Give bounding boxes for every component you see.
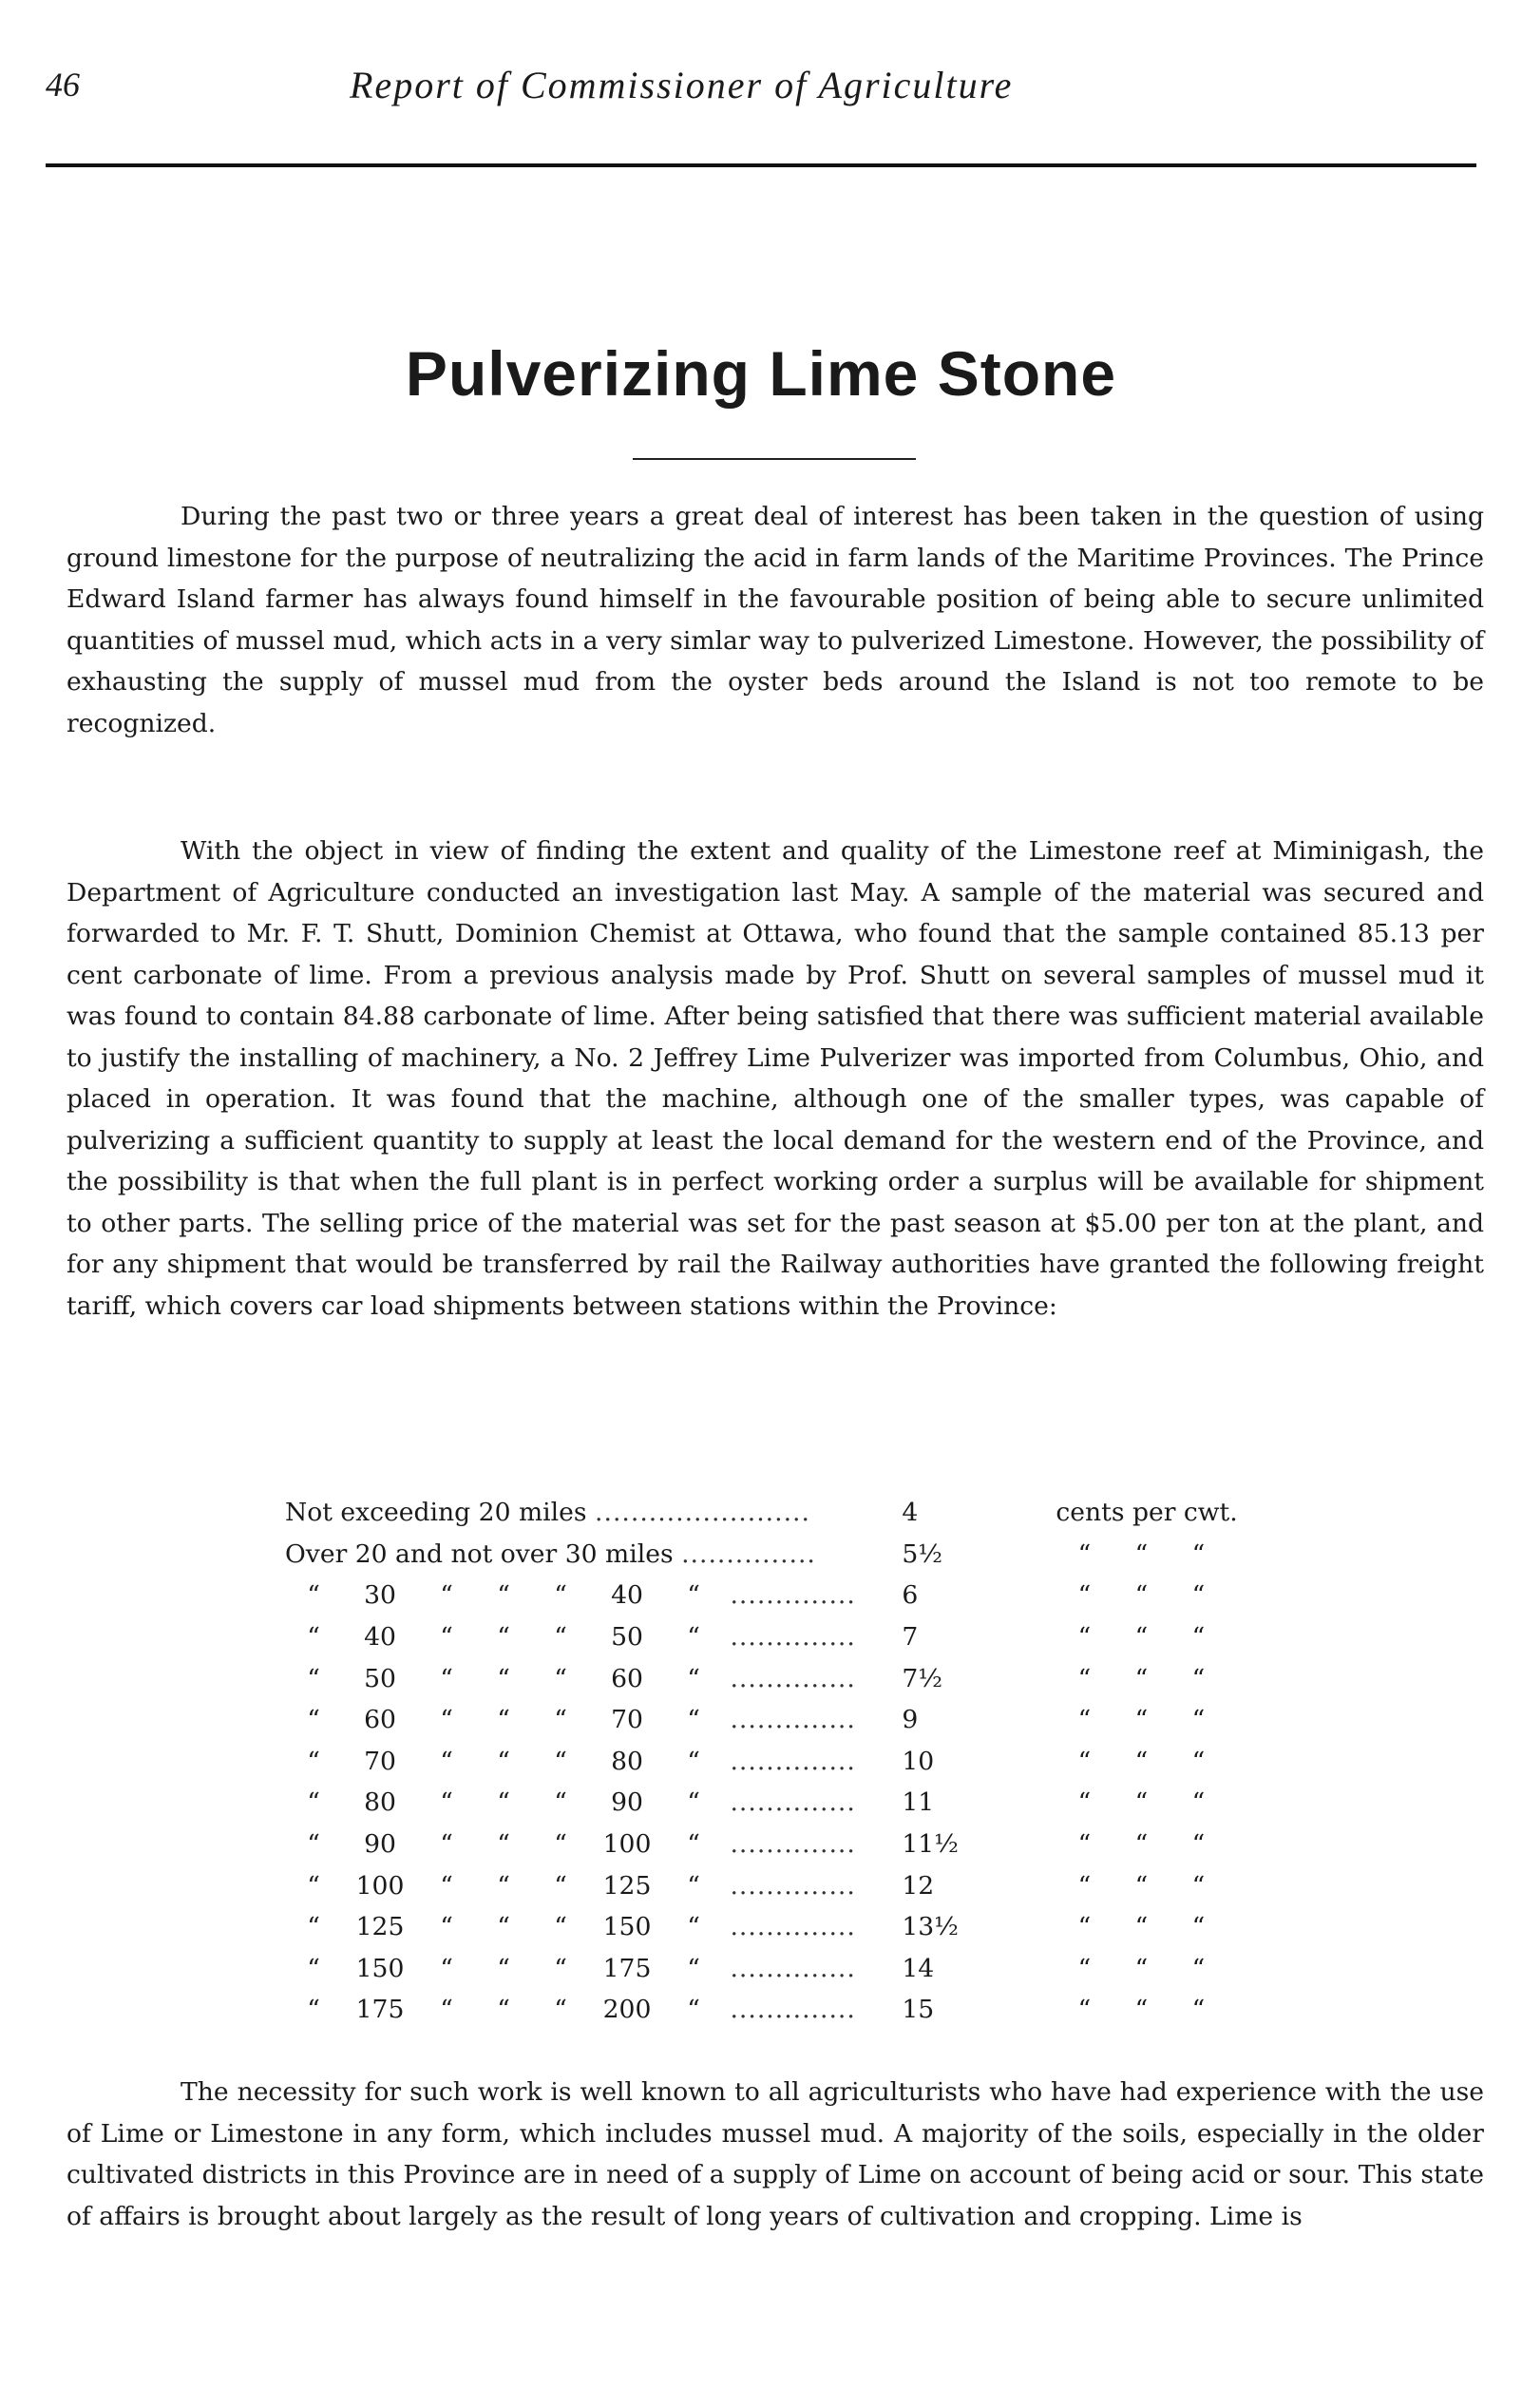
ditto-mark: “ <box>687 1580 700 1611</box>
dot-leader: .............. <box>730 1787 856 1818</box>
tariff-description: Over 20 and not over 30 miles <box>285 1538 674 1569</box>
ditto-mark: “ <box>307 1995 320 2025</box>
running-title: Report of Commissioner of Agriculture <box>350 64 1014 106</box>
range-to: 40 <box>611 1580 643 1611</box>
ditto-mark: “ <box>307 1829 320 1860</box>
ditto-mark: “ <box>1191 1622 1206 1653</box>
ditto-mark: “ <box>1134 1538 1149 1569</box>
range-to: 60 <box>611 1663 643 1693</box>
ditto-mark: “ <box>1077 1787 1092 1818</box>
tariff-row <box>285 1699 1292 1741</box>
ditto-mark: “ <box>497 1787 510 1818</box>
range-to: 125 <box>602 1870 652 1901</box>
article-title: Pulverizing Lime Stone <box>405 338 1117 409</box>
tariff-rate: 11 <box>902 1787 935 1818</box>
ditto-mark: “ <box>687 1746 700 1776</box>
ditto-mark: “ <box>1077 1622 1092 1653</box>
ditto-mark: “ <box>1134 1705 1149 1735</box>
dot-leader: .............. <box>730 1622 856 1653</box>
ditto-mark: “ <box>497 1705 510 1735</box>
tariff-description: Not exceeding 20 miles <box>285 1498 587 1528</box>
ditto-mark: “ <box>497 1580 510 1611</box>
ditto-mark: “ <box>1134 1580 1149 1611</box>
ditto-mark: “ <box>307 1746 320 1776</box>
ditto-mark: “ <box>497 1953 510 1983</box>
ditto-mark: “ <box>1191 1787 1206 1818</box>
dot-leader: .............. <box>730 1912 856 1942</box>
range-to: 50 <box>611 1622 643 1653</box>
range-from: 175 <box>355 1995 405 2025</box>
ditto-mark: “ <box>554 1787 567 1818</box>
tariff-rate: 7 <box>902 1622 919 1653</box>
ditto-mark: “ <box>687 1912 700 1942</box>
ditto-mark: “ <box>440 1912 453 1942</box>
ditto-mark: “ <box>497 1829 510 1860</box>
range-from: 60 <box>364 1705 396 1735</box>
ditto-mark: “ <box>1191 1995 1206 2025</box>
ditto-mark: “ <box>440 1787 453 1818</box>
ditto-mark: “ <box>1191 1829 1206 1860</box>
ditto-mark: “ <box>1191 1580 1206 1611</box>
page-number: 46 <box>46 66 80 104</box>
range-to: 90 <box>611 1787 643 1818</box>
ditto-mark: “ <box>554 1829 567 1860</box>
ditto-mark: “ <box>1134 1787 1149 1818</box>
ditto-mark: “ <box>554 1663 567 1693</box>
ditto-mark: “ <box>1077 1580 1092 1611</box>
range-from: 70 <box>364 1746 396 1776</box>
dot-leader: .............. <box>730 1995 856 2025</box>
ditto-mark: “ <box>1134 1912 1149 1942</box>
range-from: 150 <box>355 1953 405 1983</box>
tariff-row <box>285 1657 1292 1699</box>
ditto-mark: “ <box>307 1787 320 1818</box>
ditto-mark: “ <box>1134 1953 1149 1983</box>
range-to: 70 <box>611 1705 643 1735</box>
ditto-mark: “ <box>497 1663 510 1693</box>
range-from: 80 <box>364 1787 396 1818</box>
ditto-mark: “ <box>1191 1912 1206 1942</box>
ditto-mark: “ <box>687 1663 700 1693</box>
title-rule <box>633 458 916 460</box>
range-from: 100 <box>355 1870 405 1901</box>
range-from: 30 <box>364 1580 396 1611</box>
range-to: 150 <box>602 1912 652 1942</box>
ditto-mark: “ <box>307 1912 320 1942</box>
ditto-mark: “ <box>1191 1663 1206 1693</box>
ditto-mark: “ <box>554 1746 567 1776</box>
tariff-rate: 12 <box>902 1870 935 1901</box>
dot-leader: .............. <box>730 1953 856 1983</box>
ditto-mark: “ <box>554 1705 567 1735</box>
range-to: 80 <box>611 1746 643 1776</box>
paragraph-1: During the past two or three years a great deal of interest has been taken in the question of using ground limestone for the purpose of neutralizing the acid in farm lands of the Maritime Provinces. The Prince Edward Island farmer has always found himself in the favourable position of being able to secure unlimited quantities of mussel mud, which acts in a very simlar way to pulverized Limestone. However, the possibility of exhausting the supply of mussel mud from the oyster beds around the Island is not too remote to be recognized. <box>67 502 1484 738</box>
tariff-row <box>285 1989 1292 2031</box>
ditto-mark: “ <box>307 1580 320 1611</box>
tariff-rate: 5½ <box>902 1538 943 1569</box>
ditto-mark: “ <box>687 1787 700 1818</box>
ditto-mark: “ <box>554 1953 567 1983</box>
range-to: 175 <box>602 1953 652 1983</box>
ditto-mark: “ <box>1191 1538 1206 1569</box>
ditto-mark: “ <box>554 1995 567 2025</box>
dot-leader: ........................ <box>595 1498 810 1528</box>
ditto-mark: “ <box>440 1953 453 1983</box>
ditto-mark: “ <box>440 1995 453 2025</box>
ditto-mark: “ <box>1077 1995 1092 2025</box>
ditto-mark: “ <box>497 1622 510 1653</box>
ditto-mark: “ <box>1077 1870 1092 1901</box>
ditto-mark: “ <box>1077 1829 1092 1860</box>
ditto-mark: “ <box>307 1870 320 1901</box>
dot-leader: .............. <box>730 1705 856 1735</box>
ditto-mark: “ <box>440 1580 453 1611</box>
ditto-mark: “ <box>440 1870 453 1901</box>
ditto-mark: “ <box>1077 1953 1092 1983</box>
ditto-mark: “ <box>440 1622 453 1653</box>
ditto-mark: “ <box>687 1995 700 2025</box>
paragraph-3: The necessity for such work is well known to all agriculturists who have had experience with the use of Lime or Limestone in any form, which includes mussel mud. A majority of the soils, especially in the older cultivated districts in this Province are in need of a supply of Lime on account of being acid or sour. This state of affairs is brought about largely as the result of long years of cultivation and cropping. Lime is <box>67 2077 1484 2231</box>
tariff-rate: 10 <box>902 1746 935 1776</box>
ditto-mark: “ <box>554 1580 567 1611</box>
tariff-row <box>285 1782 1292 1824</box>
ditto-mark: “ <box>440 1829 453 1860</box>
ditto-mark: “ <box>440 1705 453 1735</box>
ditto-mark: “ <box>1077 1538 1092 1569</box>
ditto-mark: “ <box>1191 1870 1206 1901</box>
ditto-mark: “ <box>1077 1912 1092 1942</box>
ditto-mark: “ <box>687 1870 700 1901</box>
ditto-mark: “ <box>687 1829 700 1860</box>
range-from: 50 <box>364 1663 396 1693</box>
ditto-mark: “ <box>1077 1746 1092 1776</box>
ditto-mark: “ <box>1134 1663 1149 1693</box>
dot-leader: .............. <box>730 1870 856 1901</box>
ditto-mark: “ <box>1191 1953 1206 1983</box>
ditto-mark: “ <box>687 1953 700 1983</box>
tariff-rate: 13½ <box>902 1912 959 1942</box>
ditto-mark: “ <box>307 1953 320 1983</box>
tariff-row <box>285 1906 1292 1948</box>
ditto-mark: “ <box>687 1622 700 1653</box>
tariff-rate: 4 <box>902 1498 919 1528</box>
range-to: 200 <box>602 1995 652 2025</box>
tariff-rate: 14 <box>902 1953 935 1983</box>
tariff-unit: cents per cwt. <box>1056 1498 1238 1528</box>
header-rule <box>46 163 1476 167</box>
ditto-mark: “ <box>1134 1829 1149 1860</box>
ditto-mark: “ <box>1134 1870 1149 1901</box>
ditto-mark: “ <box>440 1663 453 1693</box>
tariff-row <box>285 1824 1292 1865</box>
tariff-row <box>285 1741 1292 1783</box>
dot-leader: .............. <box>730 1829 856 1860</box>
tariff-row <box>285 1534 1292 1576</box>
ditto-mark: “ <box>440 1746 453 1776</box>
tariff-rate: 15 <box>902 1995 935 2025</box>
dot-leader: .............. <box>730 1580 856 1611</box>
ditto-mark: “ <box>1077 1705 1092 1735</box>
ditto-mark: “ <box>1134 1746 1149 1776</box>
tariff-rate: 9 <box>902 1705 919 1735</box>
ditto-mark: “ <box>687 1705 700 1735</box>
range-from: 40 <box>364 1622 396 1653</box>
freight-tariff-table <box>285 1492 1292 2031</box>
range-from: 125 <box>355 1912 405 1942</box>
ditto-mark: “ <box>554 1912 567 1942</box>
dot-leader: .............. <box>730 1663 856 1693</box>
ditto-mark: “ <box>1191 1746 1206 1776</box>
tariff-rate: 11½ <box>902 1829 959 1860</box>
tariff-row <box>285 1575 1292 1616</box>
ditto-mark: “ <box>1077 1663 1092 1693</box>
tariff-row <box>285 1948 1292 1990</box>
paragraph-2: With the object in view of finding the extent and quality of the Limestone reef at Miminigash, the Department of Agriculture conducted an investigation last May. A sample of the material was secured and forwarded to Mr. F. T. Shutt, Dominion Chemist at Ottawa, who found that the sample contained 85.13 per cent carbonate of lime. From a previous analysis made by Prof. Shutt on several samples of mussel mud it was found to contain 84.88 carbonate of lime. After being satisfied that there was sufficient material available to justify the installing of machinery, a No. 2 Jeffrey Lime Pulverizer was imported from Columbus, Ohio, and placed in operation. It was found that the machine, although one of the smaller types, was capable of pulverizing a sufficient quantity to supply at least the local demand for the western end of the Province, and the possibility is that when the full plant is in perfect working order a surplus will be available for shipment to other parts. The selling price of the material was set for the past season at $5.00 per ton at the plant, and for any shipment that would be transferred by rail the Railway authorities have granted the following freight tariff, which covers car load shipments between stations within the Province: <box>67 836 1484 1321</box>
ditto-mark: “ <box>307 1705 320 1735</box>
ditto-mark: “ <box>1134 1622 1149 1653</box>
page-header <box>46 57 1476 110</box>
ditto-mark: “ <box>554 1870 567 1901</box>
ditto-mark: “ <box>497 1995 510 2025</box>
range-to: 100 <box>602 1829 652 1860</box>
ditto-mark: “ <box>1191 1705 1206 1735</box>
ditto-mark: “ <box>1134 1995 1149 2025</box>
dot-leader: .............. <box>730 1746 856 1776</box>
tariff-row <box>285 1492 1292 1534</box>
tariff-rate: 7½ <box>902 1663 943 1693</box>
tariff-row <box>285 1616 1292 1658</box>
ditto-mark: “ <box>497 1746 510 1776</box>
dot-leader: ............... <box>681 1538 816 1569</box>
ditto-mark: “ <box>554 1622 567 1653</box>
tariff-row <box>285 1864 1292 1906</box>
ditto-mark: “ <box>497 1912 510 1942</box>
tariff-rate: 6 <box>902 1580 919 1611</box>
range-from: 90 <box>364 1829 396 1860</box>
ditto-mark: “ <box>307 1622 320 1653</box>
ditto-mark: “ <box>497 1870 510 1901</box>
ditto-mark: “ <box>307 1663 320 1693</box>
